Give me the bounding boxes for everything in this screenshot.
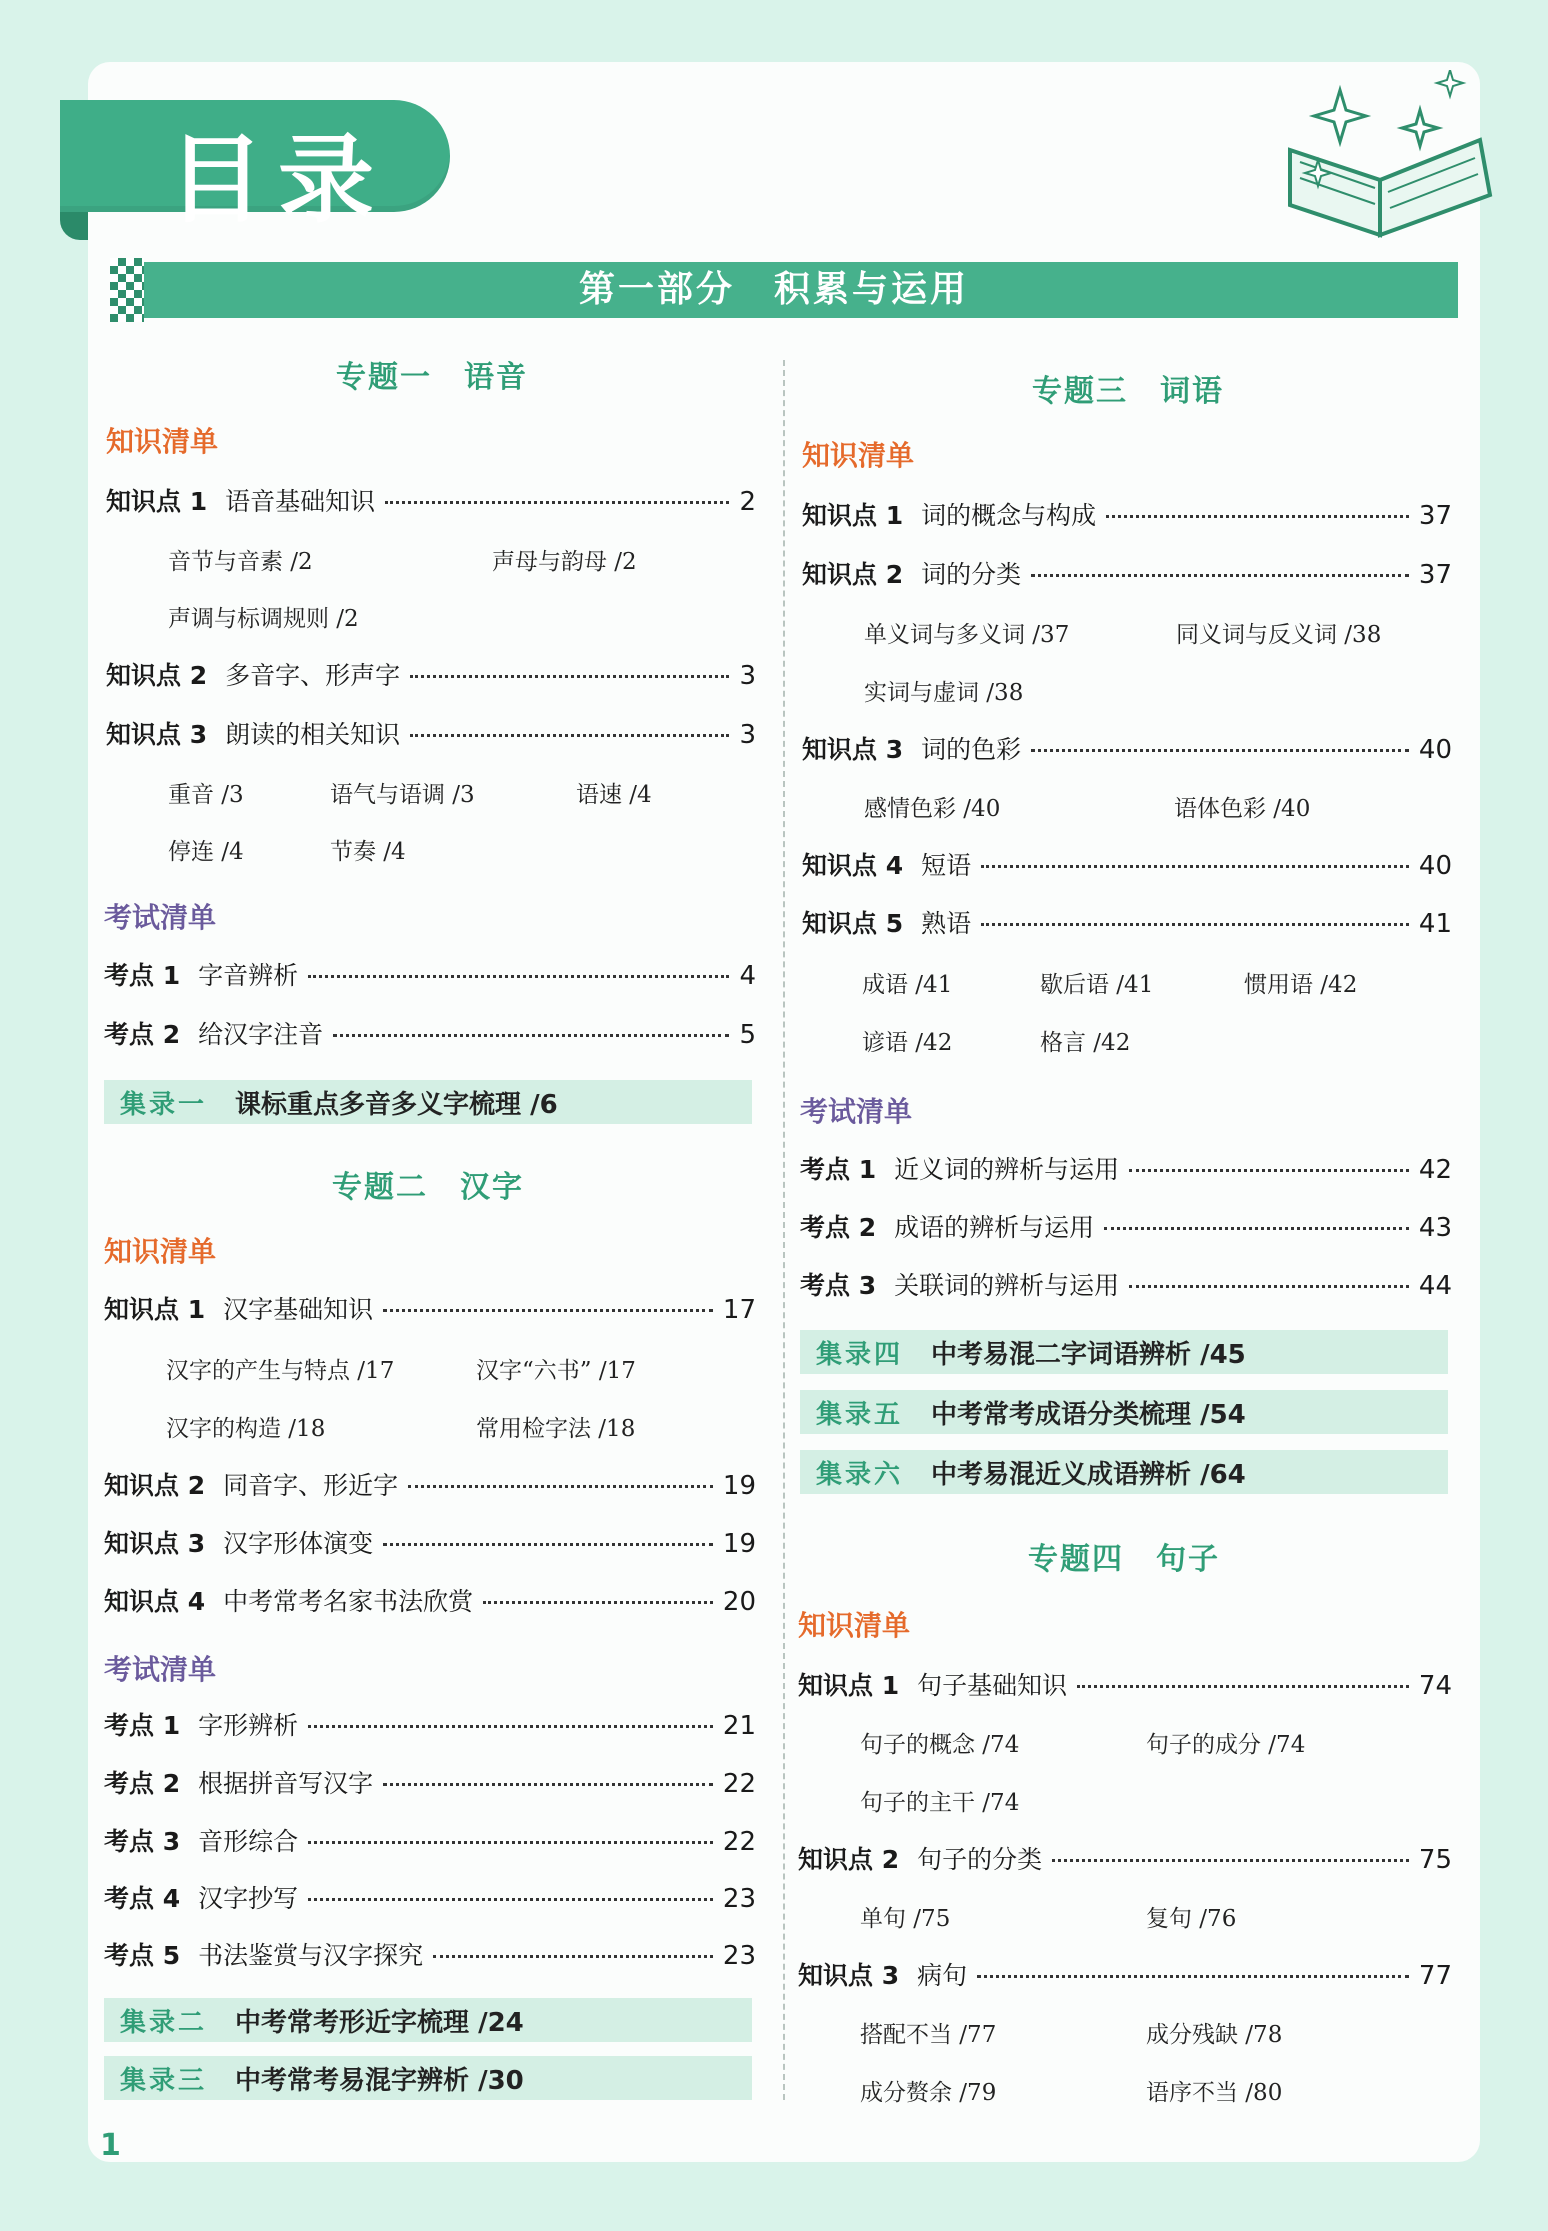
entry-page: 3 (739, 661, 756, 691)
sub-entry: 句子的主干 /74 (860, 1790, 1020, 1816)
entry-label: 考点 3 (104, 1827, 181, 1856)
toc-entry[interactable] (104, 1582, 756, 1618)
sub-entry: 成分赘余 /79 (860, 2080, 997, 2106)
leader-dots (1031, 749, 1409, 752)
page-number: 1 (100, 2128, 121, 2163)
leader-dots (383, 1543, 713, 1546)
entry-label: 知识点 5 (802, 909, 904, 938)
part-title: 第一部分 积累与运用 (578, 269, 969, 310)
entry-title: 朗读的相关知识 (225, 720, 401, 749)
sub-entry: 语序不当 /80 (1146, 2080, 1283, 2106)
knowledge-list-label: 知识清单 (798, 1609, 911, 1642)
entry-label: 知识点 3 (798, 1961, 900, 1990)
topic-title: 专题三 词语 (1032, 374, 1224, 409)
toc-entry[interactable] (104, 1936, 756, 1972)
entry-page: 44 (1418, 1271, 1452, 1301)
sub-entry: 搭配不当 /77 (860, 2022, 997, 2048)
leader-dots (308, 1841, 713, 1844)
leader-dots (333, 1034, 729, 1037)
appendix-label: 集录六 (816, 1459, 904, 1490)
sub-entry: 停连 /4 (168, 839, 244, 865)
entry-title: 句子基础知识 (917, 1671, 1068, 1700)
entry-label: 考点 2 (800, 1213, 877, 1242)
appendix-title: 中考常考成语分类梳理 /54 (931, 1399, 1246, 1430)
appendix-label: 集录一 (120, 1089, 208, 1120)
entry-title: 汉字基础知识 (223, 1295, 374, 1324)
entry-title: 汉字形体演变 (223, 1529, 374, 1558)
entry-page: 74 (1418, 1671, 1452, 1701)
toc-entry[interactable] (104, 1015, 756, 1051)
toc-entry[interactable] (104, 1524, 756, 1560)
entry-page: 17 (722, 1295, 756, 1325)
entry-title: 病句 (917, 1961, 968, 1990)
toc-entry[interactable] (800, 1150, 1452, 1186)
sub-entry: 重音 /3 (168, 782, 244, 808)
entry-title: 近义词的辨析与运用 (894, 1155, 1120, 1184)
entry-page: 5 (739, 1020, 756, 1050)
leader-dots (1077, 1685, 1409, 1688)
toc-entry[interactable] (104, 1706, 756, 1742)
entry-title: 关联词的辨析与运用 (894, 1271, 1120, 1300)
toc-entry[interactable] (802, 730, 1452, 766)
sub-entry: 实词与虚词 /38 (864, 680, 1024, 706)
entry-title: 熟语 (921, 909, 972, 938)
entry-title: 音形综合 (198, 1827, 299, 1856)
appendix-entry[interactable] (104, 1998, 752, 2042)
entry-label: 知识点 1 (802, 501, 904, 530)
appendix-entry[interactable] (104, 2056, 752, 2100)
sub-entry: 谚语 /42 (862, 1030, 953, 1056)
sub-entry: 句子的成分 /74 (1146, 1732, 1306, 1758)
column-divider (783, 360, 785, 2100)
toc-entry[interactable] (104, 1879, 756, 1915)
toc-entry[interactable] (104, 1466, 756, 1502)
leader-dots (1031, 574, 1409, 577)
entry-title: 给汉字注音 (198, 1020, 324, 1049)
sub-entry: 单义词与多义词 /37 (864, 622, 1070, 648)
entry-title: 短语 (921, 851, 972, 880)
toc-entry[interactable] (800, 1266, 1452, 1302)
sub-entry: 声母与韵母 /2 (492, 549, 637, 575)
leader-dots (383, 1783, 713, 1786)
entry-title: 根据拼音写汉字 (198, 1769, 374, 1798)
entry-page: 75 (1418, 1845, 1452, 1875)
entry-page: 4 (739, 961, 756, 991)
leader-dots (308, 1725, 713, 1728)
toc-entry[interactable] (798, 1666, 1452, 1702)
appendix-label: 集录四 (816, 1339, 904, 1370)
leader-dots (483, 1601, 713, 1604)
appendix-entry[interactable] (800, 1390, 1448, 1434)
appendix-entry[interactable] (104, 1080, 752, 1124)
sub-entry: 汉字的构造 /18 (166, 1416, 326, 1442)
sub-entry: 复句 /76 (1146, 1906, 1237, 1932)
entry-title: 多音字、形声字 (225, 661, 401, 690)
entry-label: 考点 3 (800, 1271, 877, 1300)
entry-title: 词的色彩 (921, 735, 1022, 764)
toc-entry[interactable] (104, 1822, 756, 1858)
appendix-entry[interactable] (800, 1450, 1448, 1494)
entry-label: 知识点 1 (798, 1671, 900, 1700)
leader-dots (385, 501, 729, 504)
entry-label: 知识点 3 (104, 1529, 206, 1558)
knowledge-list-label: 知识清单 (104, 1235, 217, 1268)
sub-entry: 成语 /41 (862, 972, 953, 998)
entry-label: 知识点 2 (106, 661, 208, 690)
entry-page: 22 (722, 1827, 756, 1857)
entry-title: 字形辨析 (198, 1711, 299, 1740)
entry-page: 2 (739, 487, 756, 517)
sub-entry: 语速 /4 (576, 782, 652, 808)
toc-entry[interactable] (802, 846, 1452, 882)
entry-page: 40 (1418, 735, 1452, 765)
appendix-label: 集录五 (816, 1399, 904, 1430)
entry-title: 汉字抄写 (198, 1884, 299, 1913)
toc-entry[interactable] (104, 956, 756, 992)
sub-entry: 感情色彩 /40 (864, 796, 1001, 822)
leader-dots (433, 1955, 713, 1958)
exam-list-label: 考试清单 (104, 901, 217, 934)
entry-page: 37 (1418, 501, 1452, 531)
toc-entry[interactable] (106, 656, 756, 692)
appendix-title: 课标重点多音多义字梳理 /6 (235, 1089, 558, 1120)
toc-entry[interactable] (104, 1290, 756, 1326)
entry-label: 考点 2 (104, 1020, 181, 1049)
entry-page: 77 (1418, 1961, 1452, 1991)
exam-list-label: 考试清单 (104, 1653, 217, 1686)
entry-page: 19 (722, 1471, 756, 1501)
leader-dots (1129, 1285, 1409, 1288)
sub-entry: 节奏 /4 (330, 839, 406, 865)
appendix-entry[interactable] (800, 1330, 1448, 1374)
entry-page: 43 (1418, 1213, 1452, 1243)
entry-title: 书法鉴赏与汉字探究 (198, 1941, 424, 1970)
entry-label: 知识点 3 (802, 735, 904, 764)
toc-entry[interactable] (798, 1956, 1452, 1992)
entry-page: 22 (722, 1769, 756, 1799)
entry-label: 考点 1 (800, 1155, 877, 1184)
sub-entry: 汉字的产生与特点 /17 (166, 1358, 395, 1384)
knowledge-list-label: 知识清单 (106, 425, 219, 458)
page-title: 目录 (168, 124, 388, 236)
entry-page: 21 (722, 1711, 756, 1741)
entry-title: 语音基础知识 (225, 487, 376, 516)
leader-dots (410, 675, 729, 678)
toc-entry[interactable] (802, 904, 1452, 940)
leader-dots (1106, 515, 1409, 518)
entry-page: 3 (739, 720, 756, 750)
sub-entry: 歇后语 /41 (1040, 972, 1154, 998)
leader-dots (981, 865, 1409, 868)
toc-entry[interactable] (104, 1764, 756, 1800)
leader-dots (1052, 1859, 1409, 1862)
entry-title: 中考常考名家书法欣赏 (223, 1587, 474, 1616)
entry-label: 考点 1 (104, 961, 181, 990)
entry-page: 40 (1418, 851, 1452, 881)
toc-entry[interactable] (802, 555, 1452, 591)
leader-dots (410, 734, 729, 737)
leader-dots (308, 1898, 713, 1901)
leader-dots (1104, 1227, 1409, 1230)
entry-page: 23 (722, 1884, 756, 1914)
leader-dots (981, 923, 1409, 926)
leader-dots (408, 1485, 713, 1488)
sub-entry: 句子的概念 /74 (860, 1732, 1020, 1758)
toc-entry[interactable] (802, 496, 1452, 532)
leader-dots (383, 1309, 713, 1312)
toc-entry[interactable] (798, 1840, 1452, 1876)
sub-entry: 语气与语调 /3 (330, 782, 475, 808)
entry-title: 词的概念与构成 (921, 501, 1097, 530)
sub-entry: 常用检字法 /18 (476, 1416, 636, 1442)
toc-entry[interactable] (106, 715, 756, 751)
sub-entry: 音节与音素 /2 (168, 549, 313, 575)
sub-entry: 惯用语 /42 (1244, 972, 1358, 998)
sub-entry: 格言 /42 (1040, 1030, 1131, 1056)
entry-label: 知识点 1 (106, 487, 208, 516)
appendix-label: 集录二 (120, 2007, 208, 2038)
entry-label: 知识点 2 (802, 560, 904, 589)
entry-page: 23 (722, 1941, 756, 1971)
appendix-label: 集录三 (120, 2065, 208, 2096)
sub-entry: 单句 /75 (860, 1906, 951, 1932)
entry-label: 考点 5 (104, 1941, 181, 1970)
entry-title: 同音字、形近字 (223, 1471, 399, 1500)
entry-page: 20 (722, 1587, 756, 1617)
entry-label: 知识点 2 (104, 1471, 206, 1500)
entry-label: 知识点 1 (104, 1295, 206, 1324)
sub-entry: 声调与标调规则 /2 (168, 606, 359, 632)
toc-entry[interactable] (106, 482, 756, 518)
open-book-icon (1270, 70, 1500, 240)
sub-entry: 语体色彩 /40 (1174, 796, 1311, 822)
sub-entry: 同义词与反义词 /38 (1176, 622, 1382, 648)
entry-page: 19 (722, 1529, 756, 1559)
entry-page: 37 (1418, 560, 1452, 590)
entry-label: 考点 4 (104, 1884, 181, 1913)
topic-title: 专题四 句子 (1028, 1542, 1220, 1577)
entry-label: 考点 2 (104, 1769, 181, 1798)
entry-page: 41 (1418, 909, 1452, 939)
leader-dots (977, 1975, 1409, 1978)
topic-title: 专题一 语音 (336, 360, 528, 395)
sub-entry: 成分残缺 /78 (1146, 2022, 1283, 2048)
entry-label: 知识点 2 (798, 1845, 900, 1874)
leader-dots (1129, 1169, 1409, 1172)
entry-title: 句子的分类 (917, 1845, 1043, 1874)
entry-title: 词的分类 (921, 560, 1022, 589)
entry-label: 知识点 4 (104, 1587, 206, 1616)
leader-dots (308, 975, 729, 978)
appendix-title: 中考易混近义成语辨析 /64 (931, 1459, 1246, 1490)
entry-page: 42 (1418, 1155, 1452, 1185)
appendix-title: 中考易混二字词语辨析 /45 (931, 1339, 1246, 1370)
knowledge-list-label: 知识清单 (802, 439, 915, 472)
appendix-title: 中考常考易混字辨析 /30 (235, 2065, 524, 2096)
toc-entry[interactable] (800, 1208, 1452, 1244)
entry-label: 考点 1 (104, 1711, 181, 1740)
entry-title: 字音辨析 (198, 961, 299, 990)
entry-label: 知识点 4 (802, 851, 904, 880)
entry-title: 成语的辨析与运用 (894, 1213, 1095, 1242)
appendix-title: 中考常考形近字梳理 /24 (235, 2007, 524, 2038)
entry-label: 知识点 3 (106, 720, 208, 749)
sub-entry: 汉字“六书” /17 (476, 1358, 636, 1384)
exam-list-label: 考试清单 (800, 1095, 913, 1128)
topic-title: 专题二 汉字 (332, 1170, 524, 1205)
